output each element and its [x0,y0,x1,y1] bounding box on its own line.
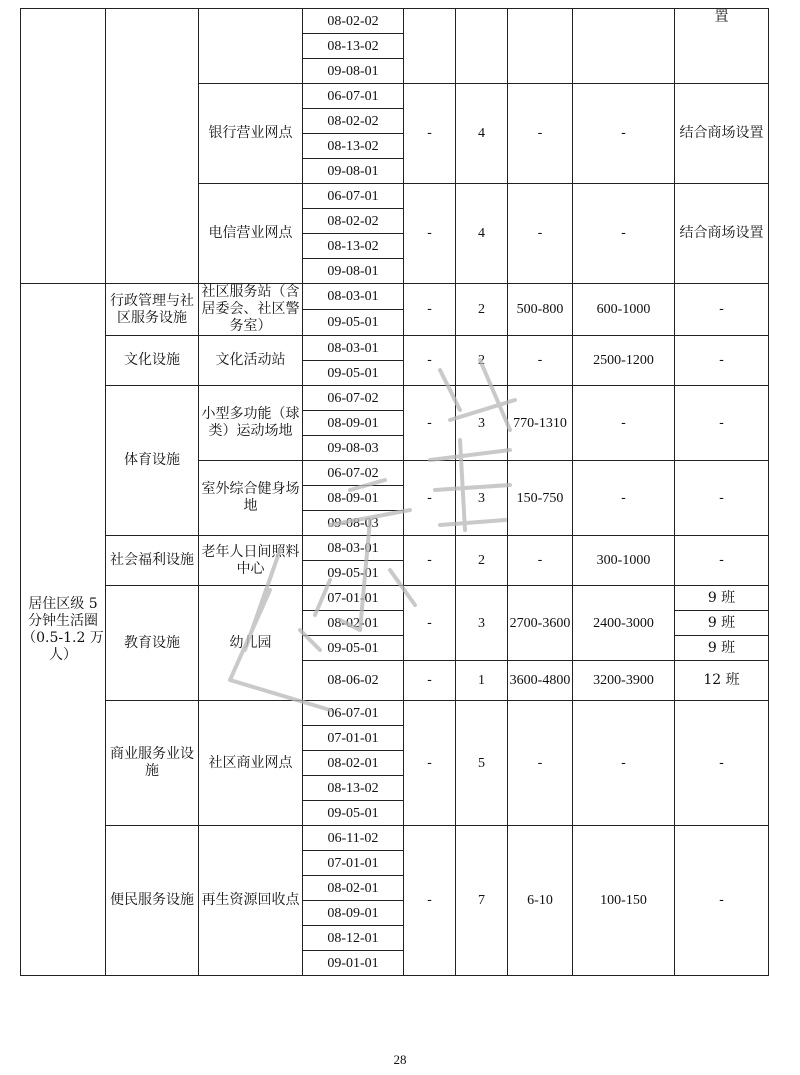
note-cell: - [675,536,769,586]
code-cell: 09-08-03 [303,436,404,461]
value-cell: - [404,461,456,536]
level-label: 居住区级 5 分钟生活圈（0.5-1.2 万人） [21,284,106,976]
code-cell: 09-01-01 [303,951,404,976]
value-cell: 150-750 [508,461,573,536]
code-cell: 09-08-01 [303,259,404,284]
code-cell: 08-13-02 [303,34,404,59]
value-cell: - [508,536,573,586]
value-cell: - [404,84,456,184]
note-cell: 9 班 [675,636,769,661]
value-cell: 770-1310 [508,386,573,461]
code-cell: 06-07-02 [303,386,404,411]
value-cell: 5 [456,701,508,826]
level-cell-top [21,9,106,284]
value-cell: - [404,284,456,336]
code-cell: 08-03-01 [303,336,404,361]
value-cell: - [573,461,675,536]
value-cell: 100-150 [573,826,675,976]
code-cell: 08-02-02 [303,9,404,34]
code-cell: 09-08-01 [303,59,404,84]
code-cell: 07-01-01 [303,851,404,876]
code-cell: 06-07-01 [303,84,404,109]
value-cell: 3 [456,586,508,661]
value-cell: - [404,826,456,976]
note-cell: 9 班 [675,586,769,611]
category-name: 社会福利设施 [106,536,199,586]
item-name: 银行营业网点 [199,84,303,184]
value-cell: - [508,701,573,826]
value-cell: 500-800 [508,284,573,336]
value-cell: 3200-3900 [573,661,675,701]
code-cell: 09-05-01 [303,310,404,336]
value-cell: 2400-3000 [573,586,675,661]
code-cell: 09-08-01 [303,159,404,184]
code-cell: 08-02-02 [303,209,404,234]
value-cell: 3 [456,386,508,461]
item-name: 小型多功能（球类）运动场地 [199,386,303,461]
value-cell: - [404,386,456,461]
value-cell: - [508,184,573,284]
code-cell: 08-03-01 [303,284,404,310]
value-cell: - [573,184,675,284]
item-cell-top [199,9,303,84]
note-cell: - [675,336,769,386]
value-cell: 2 [456,336,508,386]
note-cell: - [675,461,769,536]
item-name: 幼儿园 [199,586,303,701]
code-cell: 06-07-02 [303,461,404,486]
code-cell: 09-08-03 [303,511,404,536]
code-cell: 08-02-01 [303,751,404,776]
item-name: 社区商业网点 [199,701,303,826]
code-cell: 08-13-02 [303,234,404,259]
value-cell: - [404,536,456,586]
code-cell: 08-03-01 [303,536,404,561]
facility-table [20,8,769,976]
value-cell: 600-1000 [573,284,675,336]
value-cell: 2700-3600 [508,586,573,661]
value-cell: - [404,336,456,386]
value-cell: - [508,336,573,386]
code-cell: 08-12-01 [303,926,404,951]
item-name: 文化活动站 [199,336,303,386]
code-cell: 08-09-01 [303,901,404,926]
category-name: 体育设施 [106,386,199,536]
code-cell: 09-05-01 [303,561,404,586]
code-cell: 08-02-01 [303,876,404,901]
note-cell: 结合商场设置 [675,184,769,284]
item-name: 电信营业网点 [199,184,303,284]
value-cell: 2 [456,536,508,586]
code-cell: 07-01-01 [303,726,404,751]
code-cell: 08-02-01 [303,611,404,636]
category-name: 行政管理与社区服务设施 [106,284,199,336]
value-cell: - [404,701,456,826]
code-cell: 06-11-02 [303,826,404,851]
category-name: 商业服务业设施 [106,701,199,826]
value-cell: 4 [456,84,508,184]
value-cell: 2500-1200 [573,336,675,386]
item-name: 再生资源回收点 [199,826,303,976]
value-cell: 3600-4800 [508,661,573,701]
note-cell: 结合商场设置 [675,84,769,184]
note-cell: - [675,386,769,461]
item-name: 老年人日间照料中心 [199,536,303,586]
note-cell: 9 班 [675,611,769,636]
code-cell: 06-07-01 [303,184,404,209]
value-cell: 7 [456,826,508,976]
value-cell: 3 [456,461,508,536]
code-cell: 08-09-01 [303,411,404,436]
note-cell: - [675,284,769,336]
value-cell: - [404,661,456,701]
value-cell: - [573,84,675,184]
code-cell: 08-06-02 [303,661,404,701]
value-cell: - [404,184,456,284]
value-cell: 2 [456,284,508,336]
note-cell: 置 [675,9,769,84]
value-cell: 300-1000 [573,536,675,586]
note-cell: 12 班 [675,661,769,701]
code-cell: 08-02-02 [303,109,404,134]
code-cell: 08-13-02 [303,776,404,801]
category-name: 教育设施 [106,586,199,701]
page-number: 28 [393,1052,407,1067]
item-name: 室外综合健身场地 [199,461,303,536]
code-cell: 09-05-01 [303,361,404,386]
value-cell: 4 [456,184,508,284]
code-cell: 08-09-01 [303,486,404,511]
code-cell: 06-07-01 [303,701,404,726]
code-cell: 08-13-02 [303,134,404,159]
value-cell: - [508,84,573,184]
value-cell: - [404,586,456,661]
code-cell: 09-05-01 [303,801,404,826]
value-cell: 6-10 [508,826,573,976]
value-cell: 1 [456,661,508,701]
value-cell: - [573,386,675,461]
value-cell: - [573,701,675,826]
category-name: 便民服务设施 [106,826,199,976]
note-cell: - [675,826,769,976]
code-cell: 07-01-01 [303,586,404,611]
item-name: 社区服务站（含居委会、社区警务室） [199,284,303,336]
category-name: 文化设施 [106,336,199,386]
code-cell: 09-05-01 [303,636,404,661]
category-cell-top [106,9,199,284]
note-cell: - [675,701,769,826]
